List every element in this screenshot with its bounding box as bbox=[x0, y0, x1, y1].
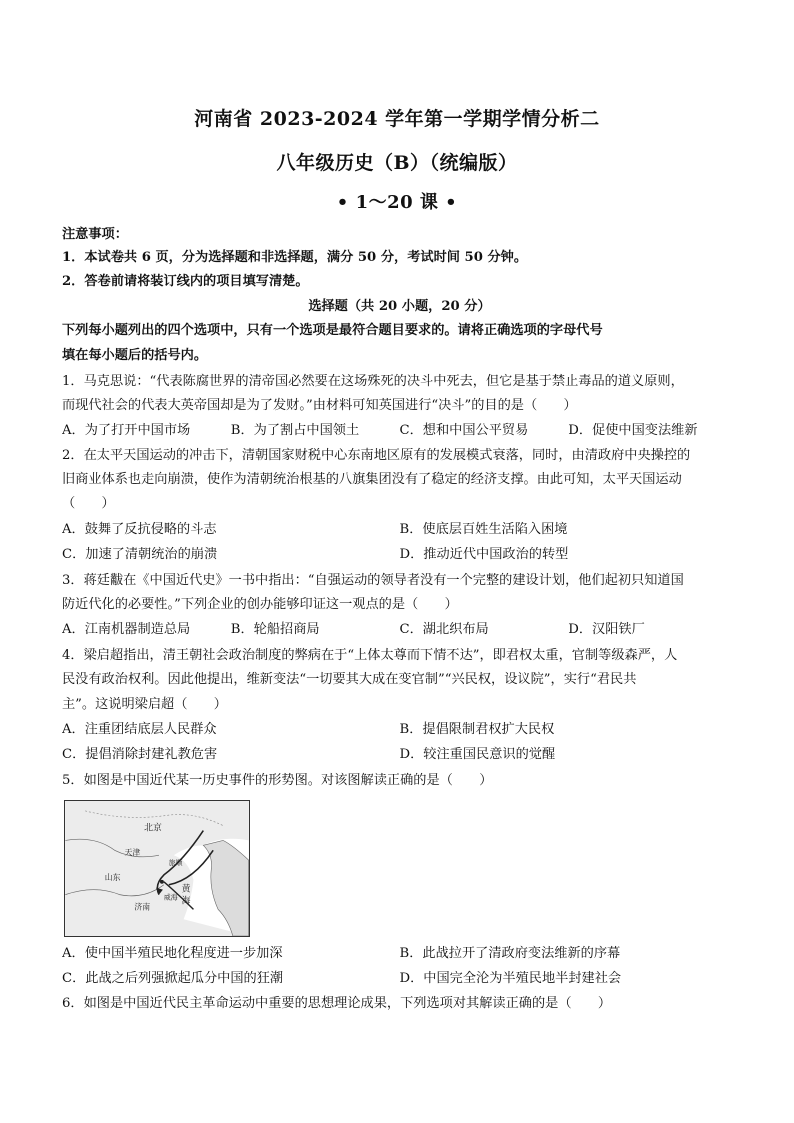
q2-options-row-1 bbox=[62, 521, 737, 538]
q2-option-c: C．加速了清朝统治的崩溃 bbox=[62, 547, 218, 562]
q3-option-c: C．湖北织布局 bbox=[399, 622, 489, 637]
q5-options-row-1 bbox=[62, 945, 737, 962]
q1-option-a: A．为了打开中国市场 bbox=[62, 423, 191, 438]
q4-option-d: D．较注重国民意识的觉醒 bbox=[399, 747, 556, 762]
map-drawing bbox=[65, 801, 249, 936]
q3-option-b: B．轮船招商局 bbox=[230, 622, 320, 637]
map-label-9: 威海 bbox=[163, 893, 178, 902]
q1-option-d: D．促使中国变法维新 bbox=[568, 423, 698, 438]
map-label-5: 旅顺 bbox=[168, 859, 183, 868]
map-label-6: 黄 bbox=[181, 884, 191, 895]
notice-item-2: 2．答卷前请将装订线内的项目填写清楚。 bbox=[62, 274, 309, 289]
q1-stem-line-1: 1．马克思说：“代表陈腐世界的清帝国必然要在这场殊死的决斗中死去，但它是基于禁止毒品的道义原则， bbox=[62, 374, 684, 389]
q5-options-row-2 bbox=[62, 970, 737, 987]
map-label-3: 天津 bbox=[124, 848, 141, 858]
map-label-1: 北 bbox=[144, 823, 154, 834]
q5-option-a: A．使中国半殖民地化程度进一步加深 bbox=[62, 946, 283, 961]
notice-item-1: 1．本试卷共 6 页，分为选择题和非选择题，满分 50 分，考试时间 50 分钟。 bbox=[62, 250, 528, 265]
q2-stem-line-1: 2．在太平天国运动的冲击下，清朝国家财税中心东南地区原有的发展模式衰落，同时，由清政府中央操控的 bbox=[62, 448, 691, 463]
map-point bbox=[160, 880, 164, 884]
section-instruction-2: 填在每小题后的括号内。 bbox=[62, 348, 208, 363]
map-label-7: 海 bbox=[181, 896, 191, 907]
q6-stem-line-1: 6．如图是中国近代民主革命运动中重要的思想理论成果，下列选项对其解读正确的是（ ） bbox=[62, 996, 612, 1011]
map-label-8: 济南 bbox=[134, 902, 151, 912]
q3-option-d: D．汉阳铁厂 bbox=[568, 622, 645, 637]
q4-stem-line-2: 民没有政治权利。因此他提出，维新变法“一切要其大成在变官制”“兴民权，设议院”，实行“君民共 bbox=[62, 672, 637, 687]
q1-options bbox=[62, 422, 737, 439]
q3-stem-line-2: 防近代化的必要性。”下列企业的创办能够印证这一观点的是（ ） bbox=[62, 597, 458, 612]
historical-situation-map bbox=[64, 800, 250, 937]
q4-option-b: B．提倡限制君权扩大民权 bbox=[399, 722, 555, 737]
q5-option-c: C．此战之后列强掀起瓜分中国的狂潮 bbox=[62, 971, 284, 986]
q4-options-row-2 bbox=[62, 746, 737, 763]
q5-option-b: B．此战拉开了清政府变法维新的序幕 bbox=[399, 946, 621, 961]
q2-option-a: A．鼓舞了反抗侵略的斗志 bbox=[62, 522, 217, 537]
q1-stem-line-2: 而现代社会的代表大英帝国却是为了发财。”由材料可知英国进行“决斗”的目的是（ ） bbox=[62, 398, 577, 413]
q3-options bbox=[62, 621, 737, 638]
q3-option-a: A．江南机器制造总局 bbox=[62, 622, 191, 637]
q4-option-c: C．提倡消除封建礼教危害 bbox=[62, 747, 218, 762]
exam-subtitle: 八年级历史（B）（统编版） bbox=[276, 152, 518, 174]
q1-option-c: C．想和中国公平贸易 bbox=[399, 423, 529, 438]
q2-option-d: D．推动近代中国政治的转型 bbox=[399, 547, 569, 562]
q4-options-row-1 bbox=[62, 721, 737, 738]
section-heading: 选择题（共 20 小题，20 分） bbox=[308, 299, 491, 314]
q5-stem-line-1: 5．如图是中国近代某一历史事件的形势图。对该图解读正确的是（ ） bbox=[62, 773, 493, 788]
q1-option-b: B．为了割占中国领土 bbox=[230, 423, 360, 438]
q2-stem-line-3: （ ） bbox=[62, 496, 115, 511]
section-instruction-1: 下列每小题列出的四个选项中，只有一个选项是最符合题目要求的。请将正确选项的字母代号 bbox=[62, 323, 603, 338]
q4-option-a: A．注重团结底层人民群众 bbox=[62, 722, 217, 737]
q2-option-b: B．使底层百姓生活陷入困境 bbox=[399, 522, 568, 537]
q2-options-row-2 bbox=[62, 546, 737, 563]
exam-title: 河南省 2023-2024 学年第一学期学情分析二 bbox=[194, 108, 600, 130]
map-label-2: 京 bbox=[153, 823, 162, 834]
q2-stem-line-2: 旧商业体系也走向崩溃，使作为清朝统治根基的八旗集团没有了稳定的经济支撑。由此可知，太平天国运动 bbox=[62, 472, 682, 487]
notice-heading: 注意事项： bbox=[62, 227, 128, 242]
q3-stem-line-1: 3．蒋廷黻在《中国近代史》一书中指出：“自强运动的领导者没有一个完整的建设计划，他们起初只知道国 bbox=[62, 573, 684, 588]
lesson-range: • 1～20 课 • bbox=[336, 192, 458, 213]
q4-stem-line-3: 主”。这说明梁启超（ ） bbox=[62, 697, 227, 712]
map-label-4: 山东 bbox=[104, 872, 121, 882]
q4-stem-line-1: 4．梁启超指出，清王朝社会政治制度的弊病在于“上体太尊而下情不达”，即君权太重，官制等级森严，人 bbox=[62, 648, 678, 663]
q5-option-d: D．中国完全沦为半殖民地半封建社会 bbox=[399, 971, 622, 986]
